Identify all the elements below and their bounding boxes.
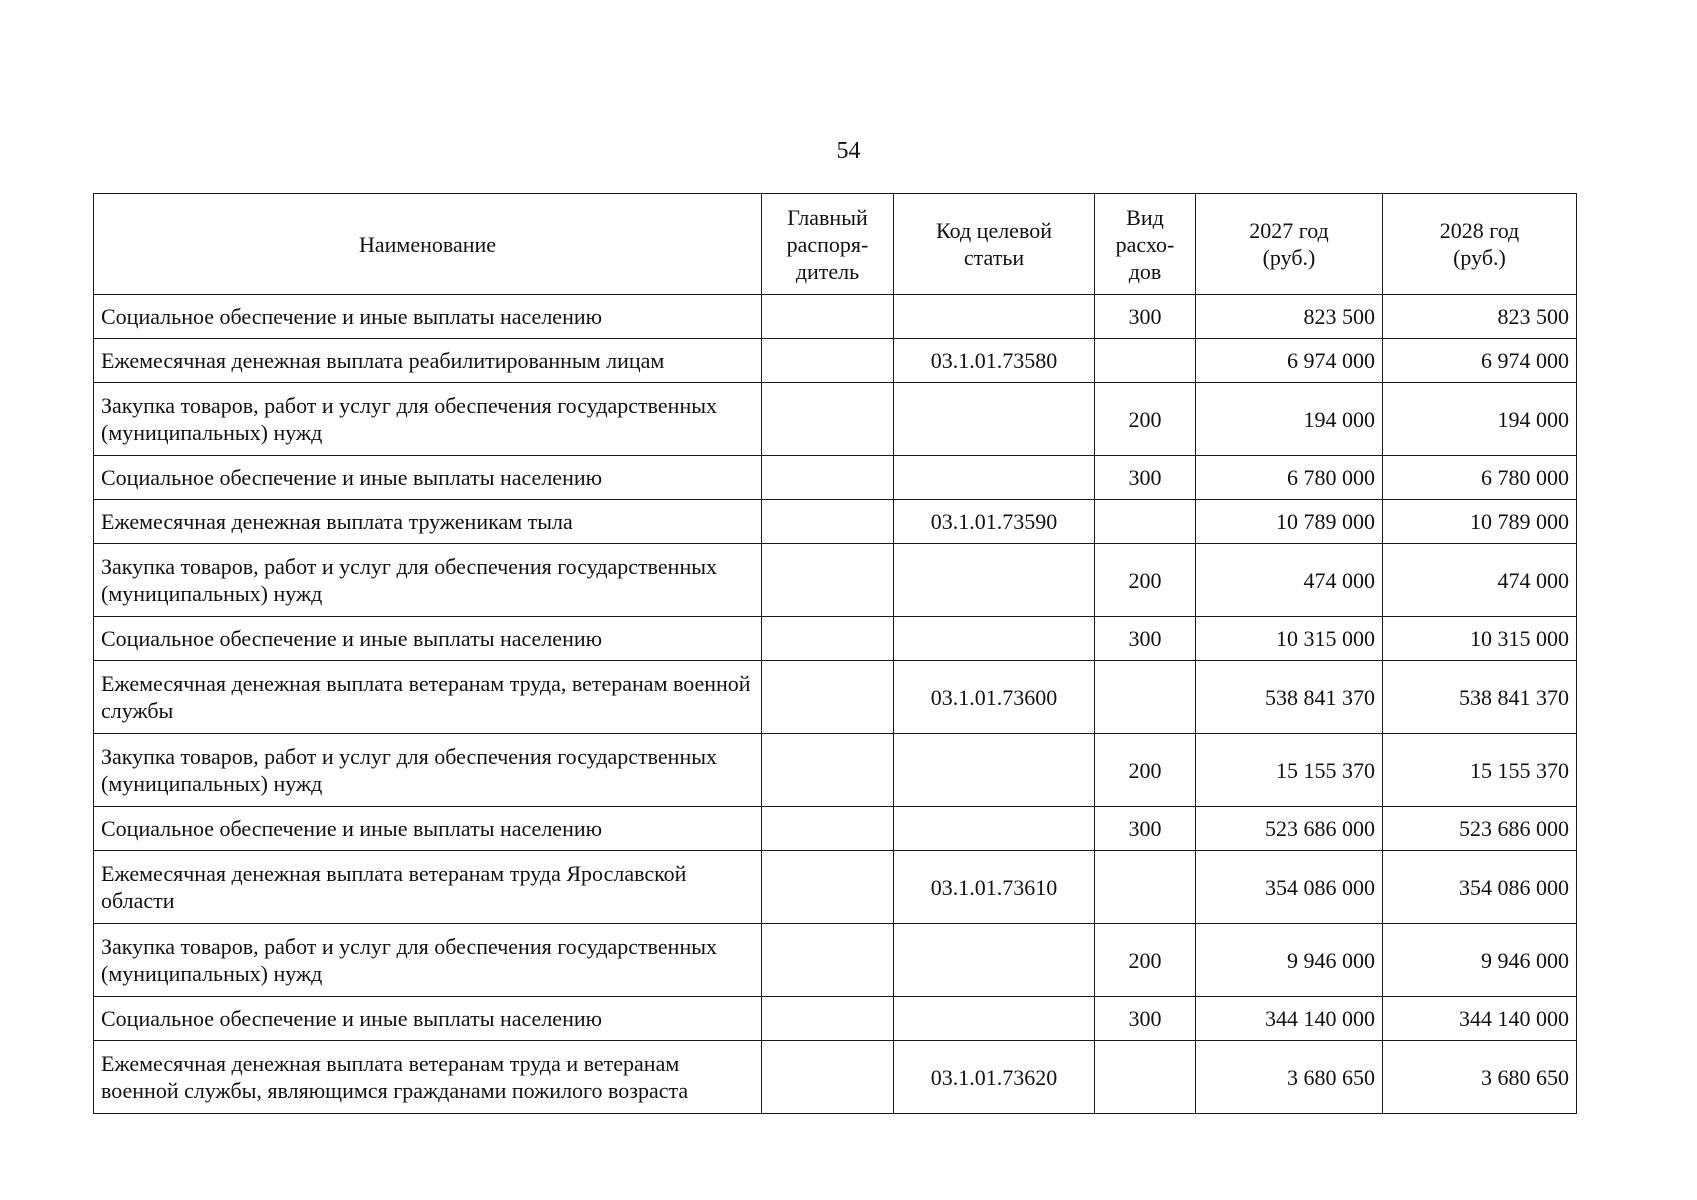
cell-target-code [894, 383, 1095, 456]
cell-amount-2028: 538 841 370 [1383, 661, 1577, 734]
cell-amount-2028: 474 000 [1383, 544, 1577, 617]
table-row [94, 734, 1577, 807]
cell-target-code: 03.1.01.73620 [894, 1041, 1095, 1114]
cell-amount-2027: 6 780 000 [1196, 456, 1383, 500]
cell-target-code [894, 295, 1095, 339]
cell-chief-administrator [762, 295, 894, 339]
table-row [94, 339, 1577, 383]
cell-name: Ежемесячная денежная выплата ветеранам труда и ветеранам военной службы, являющимся гражданами пожилого возраста [94, 1041, 762, 1114]
cell-target-code [894, 617, 1095, 661]
cell-amount-2027: 474 000 [1196, 544, 1383, 617]
cell-expense-type [1095, 1041, 1196, 1114]
table-row [94, 661, 1577, 734]
cell-name: Ежемесячная денежная выплата ветеранам труда Ярославской области [94, 851, 762, 924]
table-row [94, 617, 1577, 661]
cell-amount-2028: 3 680 650 [1383, 1041, 1577, 1114]
budget-table [93, 193, 1577, 1114]
cell-expense-type: 200 [1095, 383, 1196, 456]
table-row [94, 456, 1577, 500]
cell-target-code [894, 924, 1095, 997]
cell-amount-2027: 9 946 000 [1196, 924, 1383, 997]
cell-chief-administrator [762, 339, 894, 383]
cell-amount-2027: 538 841 370 [1196, 661, 1383, 734]
table-row [94, 1041, 1577, 1114]
cell-amount-2027: 823 500 [1196, 295, 1383, 339]
cell-target-code: 03.1.01.73610 [894, 851, 1095, 924]
cell-expense-type: 200 [1095, 924, 1196, 997]
cell-amount-2028: 354 086 000 [1383, 851, 1577, 924]
table-row [94, 924, 1577, 997]
cell-expense-type [1095, 500, 1196, 544]
cell-amount-2028: 344 140 000 [1383, 997, 1577, 1041]
cell-target-code: 03.1.01.73580 [894, 339, 1095, 383]
cell-amount-2027: 15 155 370 [1196, 734, 1383, 807]
cell-name: Социальное обеспечение и иные выплаты населению [94, 456, 762, 500]
cell-expense-type: 300 [1095, 295, 1196, 339]
cell-name: Социальное обеспечение и иные выплаты населению [94, 997, 762, 1041]
table-row [94, 295, 1577, 339]
cell-amount-2028: 9 946 000 [1383, 924, 1577, 997]
cell-name: Ежемесячная денежная выплата труженикам тыла [94, 500, 762, 544]
header-target-code: Код целевой статьи [894, 194, 1095, 295]
header-year-2028: 2028 год (руб.) [1383, 194, 1577, 295]
table-row [94, 851, 1577, 924]
cell-amount-2028: 15 155 370 [1383, 734, 1577, 807]
cell-target-code [894, 544, 1095, 617]
cell-expense-type: 200 [1095, 734, 1196, 807]
cell-target-code [894, 734, 1095, 807]
cell-expense-type [1095, 851, 1196, 924]
table-row [94, 544, 1577, 617]
cell-name: Закупка товаров, работ и услуг для обеспечения государственных (муниципальных) нужд [94, 734, 762, 807]
header-year-2027: 2027 год (руб.) [1196, 194, 1383, 295]
header-name: Наименование [94, 194, 762, 295]
cell-chief-administrator [762, 807, 894, 851]
cell-target-code [894, 997, 1095, 1041]
table-row [94, 997, 1577, 1041]
cell-chief-administrator [762, 544, 894, 617]
cell-amount-2028: 523 686 000 [1383, 807, 1577, 851]
cell-chief-administrator [762, 997, 894, 1041]
cell-chief-administrator [762, 500, 894, 544]
cell-name: Закупка товаров, работ и услуг для обеспечения государственных (муниципальных) нужд [94, 544, 762, 617]
header-expense-type: Вид расхо-дов [1095, 194, 1196, 295]
cell-amount-2028: 6 974 000 [1383, 339, 1577, 383]
cell-amount-2028: 194 000 [1383, 383, 1577, 456]
table-row [94, 500, 1577, 544]
header-chief-administrator: Главный распоря-дитель [762, 194, 894, 295]
cell-chief-administrator [762, 456, 894, 500]
cell-name: Закупка товаров, работ и услуг для обеспечения государственных (муниципальных) нужд [94, 924, 762, 997]
page-number: 54 [836, 138, 861, 164]
cell-name: Ежемесячная денежная выплата реабилитированным лицам [94, 339, 762, 383]
cell-amount-2027: 10 789 000 [1196, 500, 1383, 544]
cell-target-code: 03.1.01.73600 [894, 661, 1095, 734]
cell-chief-administrator [762, 734, 894, 807]
cell-target-code [894, 456, 1095, 500]
cell-amount-2027: 523 686 000 [1196, 807, 1383, 851]
cell-target-code: 03.1.01.73590 [894, 500, 1095, 544]
cell-target-code [894, 807, 1095, 851]
cell-expense-type [1095, 661, 1196, 734]
cell-expense-type: 300 [1095, 997, 1196, 1041]
cell-name: Социальное обеспечение и иные выплаты населению [94, 617, 762, 661]
cell-chief-administrator [762, 851, 894, 924]
cell-expense-type: 200 [1095, 544, 1196, 617]
cell-chief-administrator [762, 661, 894, 734]
cell-amount-2027: 194 000 [1196, 383, 1383, 456]
cell-name: Социальное обеспечение и иные выплаты населению [94, 295, 762, 339]
cell-name: Закупка товаров, работ и услуг для обеспечения государственных (муниципальных) нужд [94, 383, 762, 456]
cell-chief-administrator [762, 924, 894, 997]
cell-amount-2027: 3 680 650 [1196, 1041, 1383, 1114]
cell-chief-administrator [762, 617, 894, 661]
cell-amount-2027: 344 140 000 [1196, 997, 1383, 1041]
cell-amount-2027: 6 974 000 [1196, 339, 1383, 383]
cell-chief-administrator [762, 1041, 894, 1114]
cell-chief-administrator [762, 383, 894, 456]
cell-amount-2028: 10 789 000 [1383, 500, 1577, 544]
cell-name: Социальное обеспечение и иные выплаты населению [94, 807, 762, 851]
cell-expense-type: 300 [1095, 807, 1196, 851]
cell-amount-2028: 823 500 [1383, 295, 1577, 339]
table-header-row [94, 194, 1577, 295]
cell-name: Ежемесячная денежная выплата ветеранам труда, ветеранам военной службы [94, 661, 762, 734]
cell-amount-2028: 10 315 000 [1383, 617, 1577, 661]
cell-expense-type [1095, 339, 1196, 383]
cell-amount-2027: 10 315 000 [1196, 617, 1383, 661]
cell-amount-2027: 354 086 000 [1196, 851, 1383, 924]
table-row [94, 807, 1577, 851]
cell-expense-type: 300 [1095, 617, 1196, 661]
cell-amount-2028: 6 780 000 [1383, 456, 1577, 500]
cell-expense-type: 300 [1095, 456, 1196, 500]
table-row [94, 383, 1577, 456]
